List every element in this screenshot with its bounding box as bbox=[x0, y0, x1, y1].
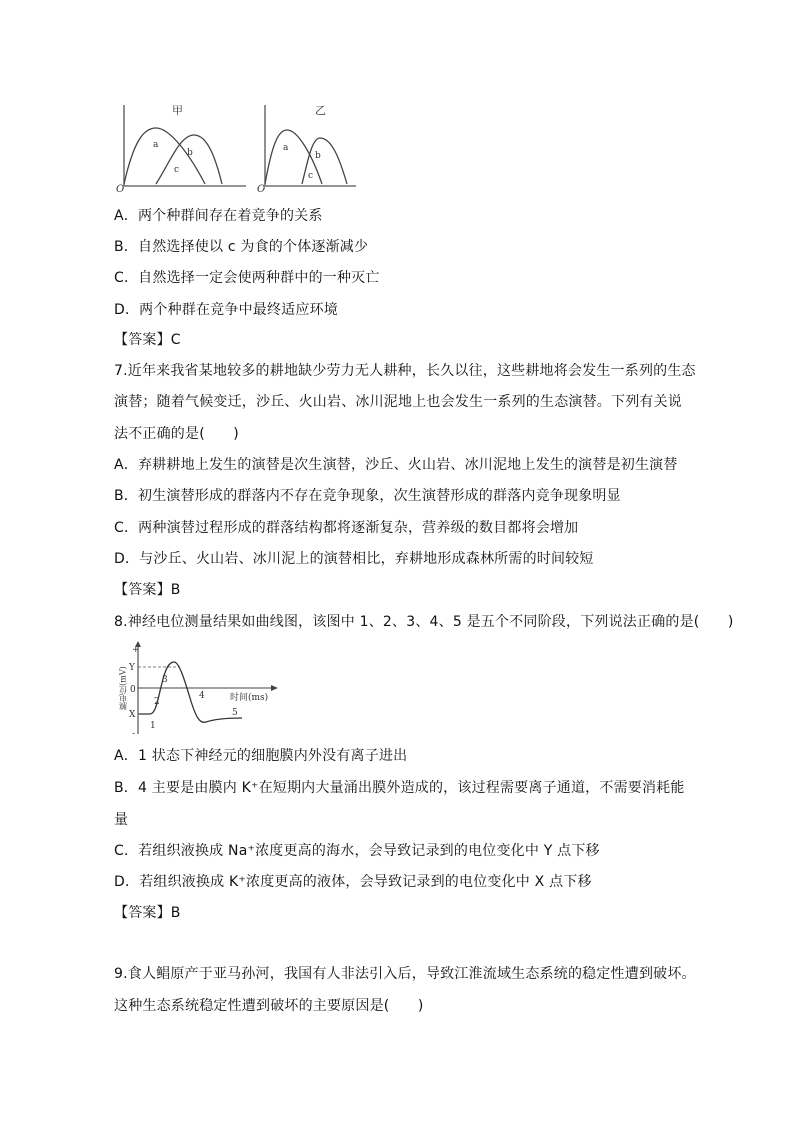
q7-option-d: D．与沙丘、火山岩、冰川泥上的演替相比，弃耕地形成森林所需的时间较短 bbox=[114, 551, 594, 567]
q7-option-c: C．两种演替过程形成的群落结构都将逐渐复杂，营养级的数目都将会增加 bbox=[114, 520, 579, 536]
q7-answer: 【答案】B bbox=[114, 582, 181, 598]
q8-option-b-line2: 量 bbox=[114, 812, 129, 828]
membrane-potential-graph bbox=[112, 638, 282, 738]
graph-ylabel: 膜电位(mV) bbox=[118, 666, 128, 710]
origin-label: O bbox=[257, 184, 266, 195]
q6-option-d: D．两个种群在竞争中最终适应环境 bbox=[114, 302, 338, 318]
graph-x-mark: X bbox=[129, 710, 136, 720]
stage-2-label: 2 bbox=[154, 697, 160, 707]
graph-zero-mark: 0 bbox=[130, 685, 136, 695]
panel-yi-title: 乙 bbox=[315, 104, 326, 117]
q6-option-b: B．自然选择使以 c 为食的个体逐渐减少 bbox=[114, 239, 369, 255]
q8-option-a: A．1 状态下神经元的细胞膜内外没有离子进出 bbox=[114, 748, 408, 764]
panel-yi bbox=[257, 104, 356, 195]
overlap-c-label: c bbox=[308, 171, 314, 181]
q8-answer: 【答案】B bbox=[114, 905, 181, 921]
stage-1-label: 1 bbox=[150, 721, 156, 731]
graph-xlabel: 时间(ms) bbox=[230, 693, 269, 703]
q8-option-c: C．若组织液换成 Na⁺浓度更高的海水，会导致记录到的电位变化中 Y 点下移 bbox=[114, 843, 600, 859]
q8-stem: 8.神经电位测量结果如曲线图，该图中 1、2、3、4、5 是五个不同阶段，下列说法正确的是( ) bbox=[114, 614, 734, 630]
q9-stem-line2: 这种生态系统稳定性遭到破坏的主要原因是( ) bbox=[114, 998, 424, 1014]
curve-a-label: a bbox=[283, 143, 289, 153]
stage-4-label: 4 bbox=[199, 691, 205, 701]
q7-option-b: B．初生演替形成的群落内不存在竞争现象，次生演替形成的群落内竞争现象明显 bbox=[114, 488, 621, 504]
curve-a-label: a bbox=[153, 140, 159, 150]
curve-b-label: b bbox=[315, 151, 321, 161]
q6-option-a: A．两个种群间存在着竞争的关系 bbox=[114, 208, 323, 224]
q7-stem-line1: 7.近年来我省某地较多的耕地缺少劳力无人耕种，长久以往，这些耕地将会发生一系列的生态 bbox=[114, 363, 696, 379]
stage-5-label: 5 bbox=[232, 708, 238, 718]
q8-option-b-line1: B．4 主要是由膜内 K⁺在短期内大量涌出膜外造成的，该过程需要离子通道，不需要消耗能 bbox=[114, 780, 685, 796]
competition-figure bbox=[110, 100, 360, 196]
q7-stem-line2: 演替；随着气候变迁，沙丘、火山岩、冰川泥地上也会发生一系列的生态演替。下列有关说 bbox=[114, 394, 682, 410]
panel-jia bbox=[116, 104, 246, 195]
graph-plus-sign: + bbox=[132, 645, 140, 655]
graph-y-mark: Y bbox=[129, 663, 135, 673]
stage-3-label: 3 bbox=[162, 675, 168, 685]
q7-option-a: A．弃耕耕地上发生的演替是次生演替，沙丘、火山岩、冰川泥地上发生的演替是初生演替 bbox=[114, 457, 678, 473]
q6-answer: 【答案】C bbox=[114, 332, 181, 348]
curve-b-label: b bbox=[187, 148, 193, 158]
graph-minus-sign: - bbox=[132, 729, 136, 738]
q7-stem-line3: 法不正确的是( ) bbox=[114, 426, 239, 442]
q9-stem-line1: 9.食人鲳原产于亚马孙河，我国有人非法引入后，导致江淮流域生态系统的稳定性遭到破坏。 bbox=[114, 966, 696, 982]
q6-option-c: C．自然选择一定会使两种群中的一种灭亡 bbox=[114, 270, 380, 286]
overlap-c-label: c bbox=[174, 165, 180, 175]
q8-option-d: D．若组织液换成 K⁺浓度更高的液体，会导致记录到的电位变化中 X 点下移 bbox=[114, 874, 592, 890]
panel-jia-title: 甲 bbox=[172, 104, 183, 117]
origin-label: O bbox=[116, 184, 125, 195]
